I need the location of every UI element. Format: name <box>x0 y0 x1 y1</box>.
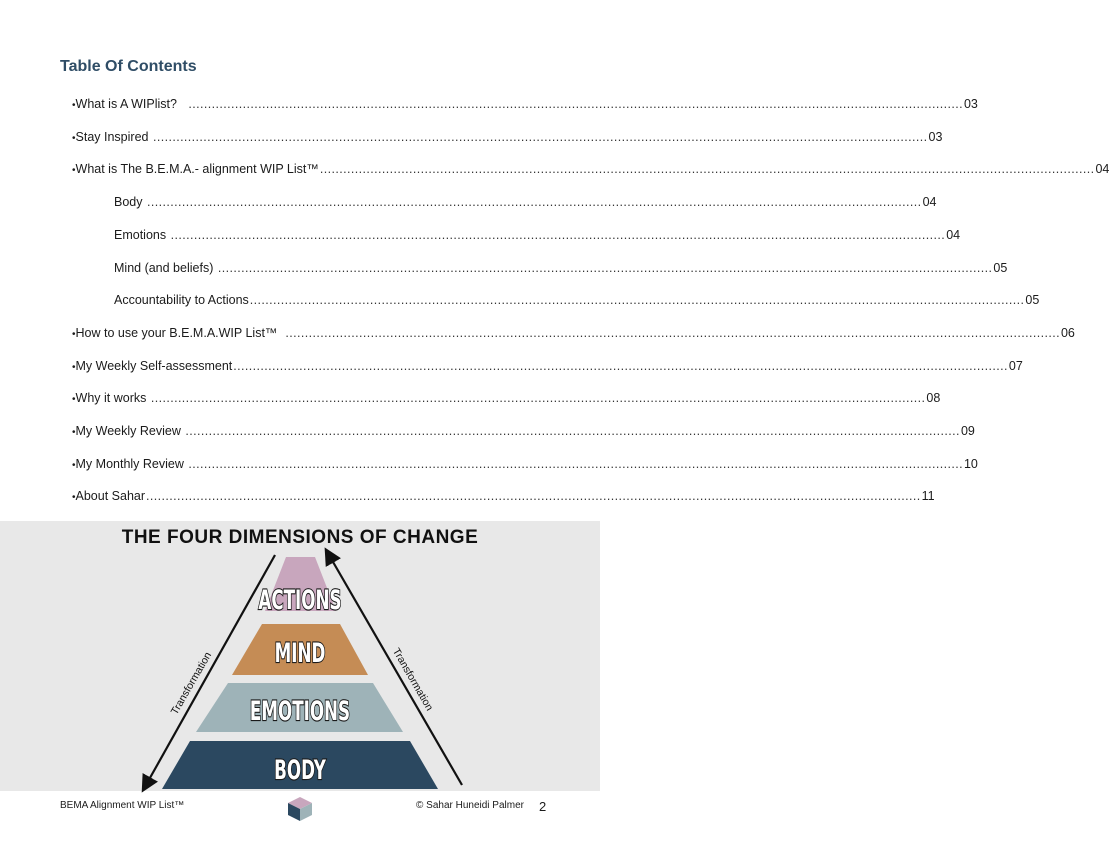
toc-entry-page: 10 <box>963 457 978 471</box>
toc-entry-page: 11 <box>921 489 935 503</box>
footer-copyright: © Sahar Huneidi Palmer <box>416 800 524 811</box>
toc-entry-label: Why it works <box>75 391 150 405</box>
cube-logo-icon <box>287 796 313 822</box>
dot-leader: ........................................................................................................................................................................................................ <box>152 130 928 144</box>
toc-entry[interactable] <box>72 159 1109 179</box>
toc-entry-label: Body <box>114 195 146 209</box>
toc-entry-page: 04 <box>946 228 961 242</box>
dot-leader: ........................................................................................................................................................................................................ <box>217 261 993 275</box>
toc-entry[interactable] <box>72 486 935 506</box>
dot-leader: ........................................................................................................................................................................................................ <box>185 424 960 438</box>
dot-leader: ........................................................................................................................................................................................................ <box>146 489 921 503</box>
toc-entry-label: My Weekly Self-assessment <box>75 359 233 373</box>
toc-entry[interactable] <box>72 323 1075 343</box>
dot-leader: ........................................................................................................................................................................................................ <box>188 457 963 471</box>
tier-label-emotions: EMOTIONS <box>249 695 351 728</box>
toc-entry[interactable] <box>72 94 978 114</box>
dot-leader: ........................................................................................................................................................................................................ <box>285 326 1060 340</box>
tier-label-body: BODY <box>274 754 326 787</box>
toc-entry[interactable] <box>72 454 978 474</box>
bullet-icon: • <box>72 100 76 111</box>
toc-entry-page: 07 <box>1008 359 1023 373</box>
bullet-icon: • <box>72 427 76 438</box>
footer-document-title: BEMA Alignment WIP List™ <box>60 800 185 811</box>
toc-entry-page: 08 <box>926 391 941 405</box>
pyramid-diagram <box>0 521 600 791</box>
dot-leader: ........................................................................................................................................................................................................ <box>170 228 946 242</box>
toc-entry-label: Emotions <box>114 228 170 242</box>
toc-entry-label: My Weekly Review <box>75 424 185 438</box>
toc-entry-label: My Monthly Review <box>75 457 188 471</box>
dot-leader: ........................................................................................................................................................................................................ <box>150 391 926 405</box>
tier-label-mind: MIND <box>274 637 326 670</box>
toc-entry-label: Mind (and beliefs) <box>114 261 217 275</box>
toc-entry[interactable] <box>114 192 937 212</box>
toc-entry-label: About Sahar <box>75 489 146 503</box>
bullet-icon: • <box>72 492 76 503</box>
toc-entry-page: 05 <box>993 261 1008 275</box>
toc-entry[interactable] <box>114 225 961 245</box>
toc-entry-label: What is A WIPlist? <box>75 97 188 111</box>
dot-leader: ........................................................................................................................................................................................................ <box>249 293 1025 307</box>
toc-entry-label: Accountability to Actions <box>114 293 249 307</box>
toc-entry-page: 05 <box>1025 293 1040 307</box>
left-arrow-label: Transformation <box>168 650 215 717</box>
toc-title: Table Of Contents <box>60 58 197 75</box>
four-dimensions-figure <box>0 521 600 791</box>
toc-entry[interactable] <box>72 356 1023 376</box>
toc-entry-page: 03 <box>963 97 978 111</box>
bullet-icon: • <box>72 133 76 144</box>
toc-entry-page: 04 <box>1095 162 1109 176</box>
bullet-icon: • <box>72 394 76 405</box>
toc-entry-label: Stay Inspired <box>75 130 152 144</box>
dot-leader: ........................................................................................................................................................................................................ <box>146 195 922 209</box>
dot-leader: ........................................................................................................................................................................................................ <box>188 97 963 111</box>
dot-leader: ........................................................................................................................................................................................................ <box>319 162 1095 176</box>
right-arrow-label: Transformation <box>389 646 436 713</box>
toc-entry[interactable] <box>72 421 975 441</box>
toc-entry-label: What is The B.E.M.A.- alignment WIP List™ <box>75 162 319 176</box>
toc-entry[interactable] <box>72 388 941 408</box>
bullet-icon: • <box>72 165 76 176</box>
toc-entry-page: 03 <box>928 130 943 144</box>
bullet-icon: • <box>72 329 76 340</box>
toc-entry-label: How to use your B.E.M.A.WIP List™ <box>75 326 285 340</box>
bullet-icon: • <box>72 460 76 471</box>
toc-entry[interactable] <box>114 290 1040 310</box>
bullet-icon: • <box>72 362 76 373</box>
toc-entry-page: 04 <box>922 195 937 209</box>
toc-entry[interactable] <box>114 258 1008 278</box>
dot-leader: ........................................................................................................................................................................................................ <box>233 359 1008 373</box>
toc-entry-page: 06 <box>1060 326 1075 340</box>
toc-entry[interactable] <box>72 127 943 147</box>
figure-title: THE FOUR DIMENSIONS OF CHANGE <box>121 527 479 548</box>
tier-label-actions: ACTIONS <box>258 584 342 617</box>
page-number: 2 <box>539 799 547 814</box>
toc-entry-page: 09 <box>960 424 975 438</box>
